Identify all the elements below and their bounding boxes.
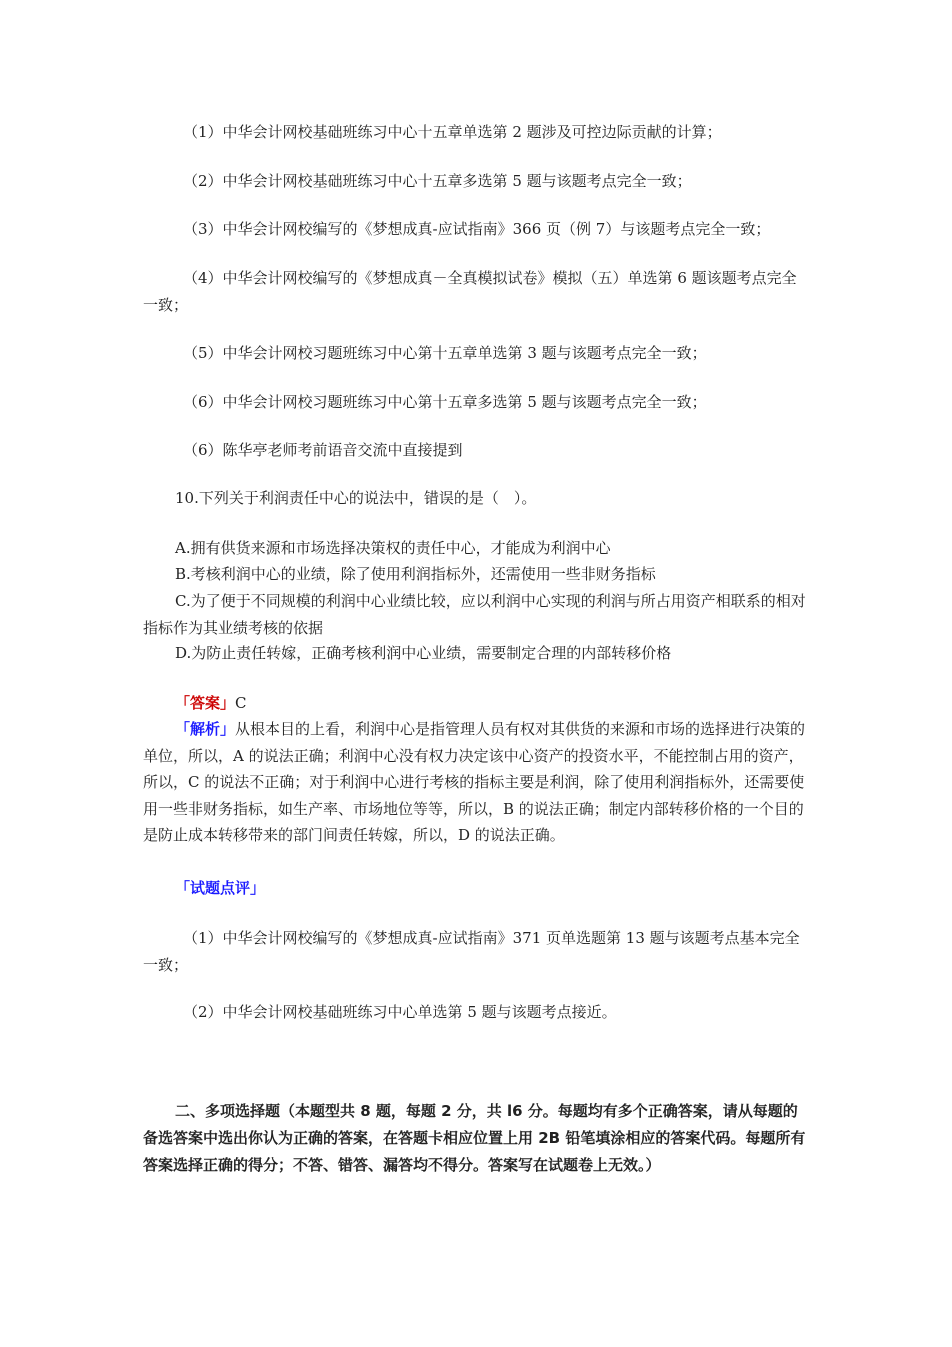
option-b: B.考核利润中心的业绩，除了使用利润指标外，还需使用一些非财务指标	[175, 565, 656, 583]
reference-item-1: （1）中华会计网校基础班练习中心十五章单选第 2 题涉及可控边际贡献的计算；	[183, 123, 722, 141]
reference-item-6: （6）中华会计网校习题班练习中心第十五章多选第 5 题与该题考点完全一致；	[183, 393, 707, 411]
answer-line	[143, 690, 811, 717]
section-heading: 二、多项选择题（本题型共 8 题，每题 2 分，共 l6 分。每题均有多个正确答案，请从每题的备选答案中选出你认为正确的答案，在答题卡相应位置上用 2B 铅笔填涂相应的答案代码。每题所有答案选择正确的得分；不答、错答、漏答均不得分。答案写在试题卷上无效。）	[143, 1102, 806, 1174]
reference-item-5: （5）中华会计网校习题班练习中心第十五章单选第 3 题与该题考点完全一致；	[183, 344, 707, 362]
analysis-paragraph	[143, 716, 811, 849]
analysis-label: 「解析」	[175, 720, 236, 738]
review-item-1: （1）中华会计网校编写的《梦想成真-应试指南》371 页单选题第 13 题与该题考点基本完全一致；	[143, 929, 800, 974]
review-label: 「试题点评」	[175, 879, 266, 897]
review-heading	[143, 875, 811, 902]
answer-label: 「答案」	[175, 694, 236, 712]
reference-item-4: （4）中华会计网校编写的《梦想成真－全真模拟试卷》模拟（五）单选第 6 题该题考点完全一致；	[143, 269, 797, 314]
review-item-2: （2）中华会计网校基础班练习中心单选第 5 题与该题考点接近。	[183, 1003, 617, 1021]
question-stem: 10.下列关于利润责任中心的说法中，错误的是（ ）。	[175, 489, 537, 507]
answer-value: C	[235, 694, 247, 712]
analysis-text: 从根本目的上看，利润中心是指管理人员有权对其供货的来源和市场的选择进行决策的单位，所以，A 的说法正确；利润中心没有权力决定该中心资产的投资水平，不能控制占用的资产，所以，C 的说法不正确；对于利润中心进行考核的指标主要是利润，除了使用利润指标外，还需要使用一些非财务指标，如生产率、市场地位等等，所以，B 的说法正确；制定内部转移价格的一个目的是防止成本转移带来的部门间责任转嫁，所以，D 的说法正确。	[143, 720, 806, 844]
reference-item-7: （6）陈华亭老师考前语音交流中直接提到	[183, 441, 463, 459]
option-c: C.为了便于不同规模的利润中心业绩比较，应以利润中心实现的利润与所占用资产相联系的相对指标作为其业绩考核的依据	[143, 592, 806, 637]
reference-item-3: （3）中华会计网校编写的《梦想成真-应试指南》366 页（例 7）与该题考点完全一致；	[183, 220, 771, 238]
reference-item-2: （2）中华会计网校基础班练习中心十五章多选第 5 题与该题考点完全一致；	[183, 172, 692, 190]
option-a: A.拥有供货来源和市场选择决策权的责任中心，才能成为利润中心	[175, 539, 611, 557]
option-d: D.为防止责任转嫁，正确考核利润中心业绩，需要制定合理的内部转移价格	[175, 644, 672, 662]
